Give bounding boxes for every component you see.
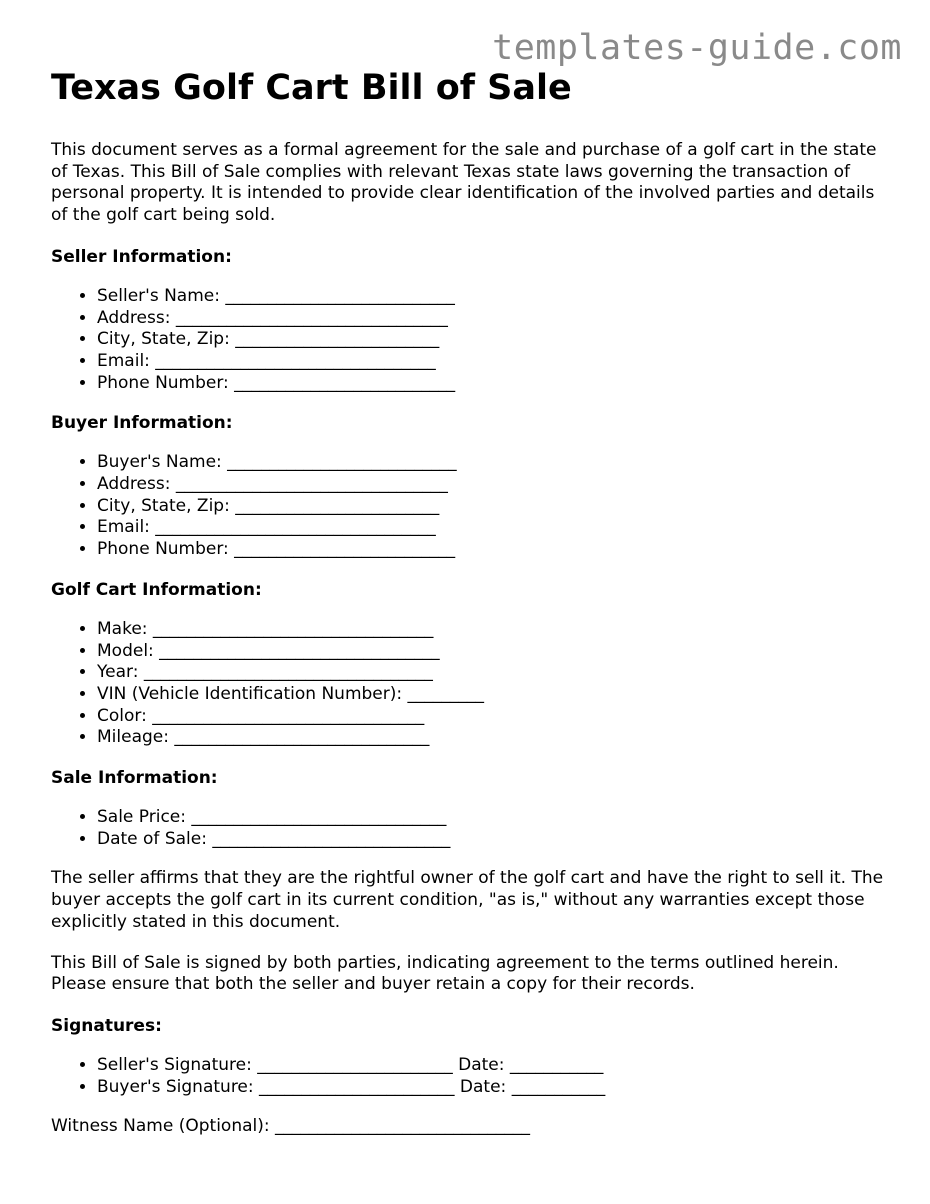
seller-phone-field: • Phone Number: __________________________ bbox=[97, 373, 891, 395]
signatures-list bbox=[51, 1055, 891, 1098]
seller-city-state-zip-field: • City, State, Zip: ________________________ bbox=[97, 329, 891, 351]
cart-color-field: • Color: ________________________________ bbox=[97, 706, 891, 728]
buyer-email-field: • Email: _________________________________ bbox=[97, 517, 891, 539]
seller-heading: Seller Information: bbox=[51, 246, 232, 267]
cart-list bbox=[51, 619, 891, 749]
agreement-paragraph: This Bill of Sale is signed by both parties, indicating agreement to the terms outlined herein. Please ensure that both the seller and buyer retain a copy for their records. bbox=[51, 952, 839, 995]
watermark: templates-guide.com bbox=[492, 28, 902, 68]
buyer-heading: Buyer Information: bbox=[51, 413, 233, 434]
buyer-list bbox=[51, 452, 891, 561]
sale-price-field: • Sale Price: ______________________________ bbox=[97, 807, 891, 829]
seller-address-field: • Address: ________________________________ bbox=[97, 308, 891, 330]
sale-list bbox=[51, 807, 891, 850]
intro-paragraph: This document serves as a formal agreement for the sale and purchase of a golf cart in the state of Texas. This Bill of Sale complies with relevant Texas state laws governing the transaction of personal property. It is intended to provide clear identification of the involved parties and details of the golf cart being sold. bbox=[51, 140, 877, 226]
buyer-address-field: • Address: ________________________________ bbox=[97, 474, 891, 496]
seller-name-field: • Seller's Name: ___________________________ bbox=[97, 286, 891, 308]
cart-year-field: • Year: __________________________________ bbox=[97, 662, 891, 684]
seller-signature-field: • Seller's Signature: _______________________ Date: ___________ bbox=[97, 1055, 891, 1077]
cart-make-field: • Make: _________________________________ bbox=[97, 619, 891, 641]
cart-model-field: • Model: _________________________________ bbox=[97, 641, 891, 663]
sale-date-field: • Date of Sale: ____________________________ bbox=[97, 829, 891, 851]
seller-email-field: • Email: _________________________________ bbox=[97, 351, 891, 373]
affirmation-paragraph: The seller affirms that they are the rightful owner of the golf cart and have the right to sell it. The buyer accepts the golf cart in its current condition, "as is," without any warranties except those explicitly stated in this document. bbox=[51, 868, 884, 932]
page-title: Texas Golf Cart Bill of Sale bbox=[51, 68, 572, 108]
cart-heading: Golf Cart Information: bbox=[51, 579, 262, 600]
buyer-city-state-zip-field: • City, State, Zip: ________________________ bbox=[97, 496, 891, 518]
document-page bbox=[51, 66, 891, 1157]
buyer-signature-field: • Buyer's Signature: _______________________ Date: ___________ bbox=[97, 1077, 891, 1099]
cart-vin-field: • VIN (Vehicle Identification Number): _________ bbox=[97, 684, 891, 706]
signatures-heading: Signatures: bbox=[51, 1015, 162, 1036]
cart-mileage-field: • Mileage: ______________________________ bbox=[97, 727, 891, 749]
sale-heading: Sale Information: bbox=[51, 768, 218, 789]
buyer-name-field: • Buyer's Name: ___________________________ bbox=[97, 452, 891, 474]
buyer-phone-field: • Phone Number: __________________________ bbox=[97, 539, 891, 561]
seller-list bbox=[51, 286, 891, 395]
witness-name-field: Witness Name (Optional): ______________________________ bbox=[51, 1116, 531, 1137]
